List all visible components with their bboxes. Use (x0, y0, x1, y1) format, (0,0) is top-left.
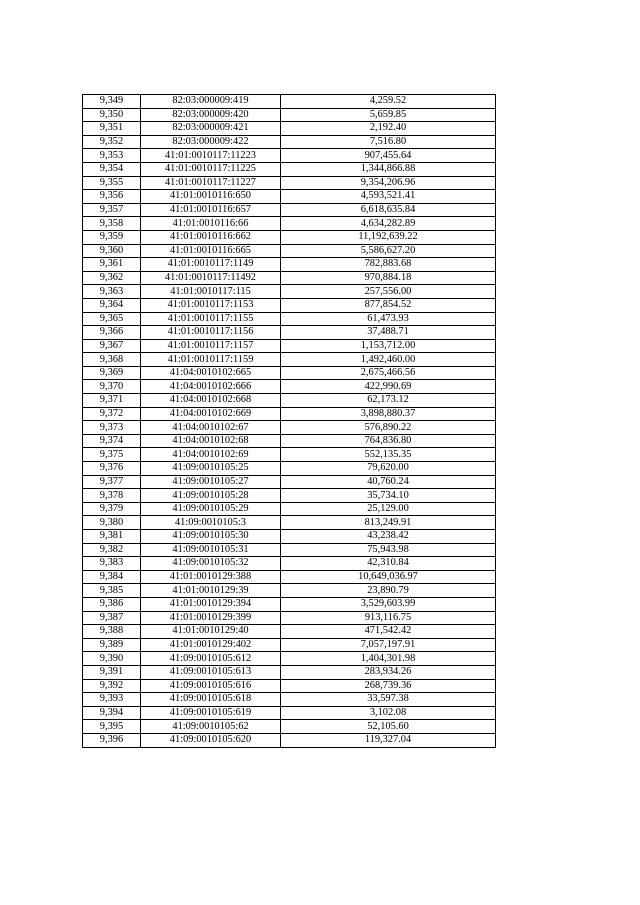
cadastral-number-cell: 82:03:000009:421 (141, 122, 281, 136)
value-cell: 35,734.10 (281, 489, 496, 503)
cadastral-number-cell: 82:03:000009:419 (141, 95, 281, 109)
row-number-cell: 9,390 (83, 652, 141, 666)
value-cell: 9,354,206.96 (281, 176, 496, 190)
value-cell: 25,129.00 (281, 502, 496, 516)
table-row (83, 665, 496, 679)
row-number-cell: 9,389 (83, 638, 141, 652)
cadastral-number-cell: 41:09:0010105:29 (141, 502, 281, 516)
table-row (83, 285, 496, 299)
cadastral-number-cell: 41:01:0010116:662 (141, 230, 281, 244)
value-cell: 7,057,197.91 (281, 638, 496, 652)
row-number-cell: 9,350 (83, 108, 141, 122)
cadastral-number-cell: 41:09:0010105:618 (141, 693, 281, 707)
row-number-cell: 9,391 (83, 665, 141, 679)
value-cell: 6,618,635.84 (281, 203, 496, 217)
cadastral-number-cell: 41:01:0010129:394 (141, 597, 281, 611)
row-number-cell: 9,363 (83, 285, 141, 299)
row-number-cell: 9,366 (83, 326, 141, 340)
row-number-cell: 9,380 (83, 516, 141, 530)
row-number-cell: 9,385 (83, 584, 141, 598)
value-cell: 40,760.24 (281, 475, 496, 489)
table-row (83, 733, 496, 747)
cadastral-number-cell: 41:09:0010105:612 (141, 652, 281, 666)
value-cell: 2,675,466.56 (281, 366, 496, 380)
row-number-cell: 9,349 (83, 95, 141, 109)
row-number-cell: 9,384 (83, 570, 141, 584)
value-cell: 782,883.68 (281, 258, 496, 272)
table-row (83, 543, 496, 557)
value-cell: 4,593,521.41 (281, 190, 496, 204)
cadastral-number-cell: 41:01:0010116:657 (141, 203, 281, 217)
row-number-cell: 9,370 (83, 380, 141, 394)
value-cell: 5,659.85 (281, 108, 496, 122)
table-row (83, 190, 496, 204)
value-cell: 4,634,282.89 (281, 217, 496, 231)
table-row (83, 380, 496, 394)
value-cell: 576,890.22 (281, 421, 496, 435)
table-row (83, 312, 496, 326)
row-number-cell: 9,368 (83, 353, 141, 367)
cadastral-number-cell: 41:01:0010117:1155 (141, 312, 281, 326)
row-number-cell: 9,392 (83, 679, 141, 693)
table-row (83, 679, 496, 693)
value-cell: 37,488.71 (281, 326, 496, 340)
cadastral-number-cell: 41:09:0010105:25 (141, 462, 281, 476)
row-number-cell: 9,359 (83, 230, 141, 244)
value-cell: 552,135.35 (281, 448, 496, 462)
table-row (83, 434, 496, 448)
cadastral-number-cell: 41:01:0010117:1159 (141, 353, 281, 367)
cadastral-number-cell: 41:09:0010105:28 (141, 489, 281, 503)
value-cell: 422,990.69 (281, 380, 496, 394)
table-row (83, 366, 496, 380)
table-row (83, 570, 496, 584)
cadastral-number-cell: 41:09:0010105:3 (141, 516, 281, 530)
table-row (83, 230, 496, 244)
row-number-cell: 9,354 (83, 162, 141, 176)
table-row (83, 611, 496, 625)
cadastral-number-cell: 41:01:0010116:665 (141, 244, 281, 258)
table-row (83, 298, 496, 312)
cadastral-number-cell: 41:09:0010105:27 (141, 475, 281, 489)
row-number-cell: 9,373 (83, 421, 141, 435)
row-number-cell: 9,393 (83, 693, 141, 707)
table-row (83, 95, 496, 109)
row-number-cell: 9,375 (83, 448, 141, 462)
table-row (83, 135, 496, 149)
value-cell: 907,455.64 (281, 149, 496, 163)
cadastral-number-cell: 41:04:0010102:67 (141, 421, 281, 435)
value-cell: 23,890.79 (281, 584, 496, 598)
table-row (83, 394, 496, 408)
table-row (83, 407, 496, 421)
table-row (83, 502, 496, 516)
value-cell: 3,898,880.37 (281, 407, 496, 421)
cadastral-number-cell: 41:01:0010117:11227 (141, 176, 281, 190)
table-row (83, 693, 496, 707)
cadastral-number-cell: 82:03:000009:420 (141, 108, 281, 122)
table-row (83, 462, 496, 476)
cadastre-value-table (82, 94, 496, 748)
table-row (83, 203, 496, 217)
row-number-cell: 9,352 (83, 135, 141, 149)
value-cell: 1,492,460.00 (281, 353, 496, 367)
row-number-cell: 9,367 (83, 339, 141, 353)
cadastral-number-cell: 41:01:0010116:650 (141, 190, 281, 204)
cadastral-number-cell: 41:09:0010105:30 (141, 530, 281, 544)
row-number-cell: 9,379 (83, 502, 141, 516)
cadastral-number-cell: 41:04:0010102:68 (141, 434, 281, 448)
value-cell: 1,404,301.98 (281, 652, 496, 666)
cadastral-number-cell: 41:09:0010105:616 (141, 679, 281, 693)
value-cell: 283,934.26 (281, 665, 496, 679)
row-number-cell: 9,355 (83, 176, 141, 190)
row-number-cell: 9,376 (83, 462, 141, 476)
table-row (83, 557, 496, 571)
value-cell: 813,249.91 (281, 516, 496, 530)
cadastral-number-cell: 41:01:0010129:39 (141, 584, 281, 598)
cadastral-number-cell: 82:03:000009:422 (141, 135, 281, 149)
value-cell: 10,649,036.97 (281, 570, 496, 584)
row-number-cell: 9,386 (83, 597, 141, 611)
value-cell: 877,854.52 (281, 298, 496, 312)
value-cell: 2,192.40 (281, 122, 496, 136)
row-number-cell: 9,360 (83, 244, 141, 258)
value-cell: 11,192,639.22 (281, 230, 496, 244)
row-number-cell: 9,394 (83, 706, 141, 720)
table-row (83, 516, 496, 530)
table-row (83, 162, 496, 176)
table-row (83, 475, 496, 489)
cadastral-number-cell: 41:09:0010105:619 (141, 706, 281, 720)
table-row (83, 122, 496, 136)
value-cell: 3,529,603.99 (281, 597, 496, 611)
value-cell: 119,327.04 (281, 733, 496, 747)
cadastral-number-cell: 41:01:0010117:1149 (141, 258, 281, 272)
value-cell: 970,884.18 (281, 271, 496, 285)
row-number-cell: 9,377 (83, 475, 141, 489)
cadastral-number-cell: 41:09:0010105:32 (141, 557, 281, 571)
row-number-cell: 9,365 (83, 312, 141, 326)
value-cell: 1,344,866.88 (281, 162, 496, 176)
cadastral-number-cell: 41:01:0010117:115 (141, 285, 281, 299)
cadastral-number-cell: 41:09:0010105:62 (141, 720, 281, 734)
row-number-cell: 9,362 (83, 271, 141, 285)
table-row (83, 217, 496, 231)
table-row (83, 530, 496, 544)
table-row (83, 720, 496, 734)
cadastral-number-cell: 41:01:0010129:402 (141, 638, 281, 652)
value-cell: 42,310.84 (281, 557, 496, 571)
cadastral-number-cell: 41:01:0010117:11492 (141, 271, 281, 285)
row-number-cell: 9,396 (83, 733, 141, 747)
table-row (83, 638, 496, 652)
table-body (83, 95, 496, 748)
value-cell: 52,105.60 (281, 720, 496, 734)
value-cell: 268,739.36 (281, 679, 496, 693)
table-row (83, 176, 496, 190)
value-cell: 471,542.42 (281, 625, 496, 639)
value-cell: 43,238.42 (281, 530, 496, 544)
value-cell: 257,556.00 (281, 285, 496, 299)
table-row (83, 448, 496, 462)
cadastral-number-cell: 41:01:0010117:1153 (141, 298, 281, 312)
table-row (83, 108, 496, 122)
cadastral-number-cell: 41:09:0010105:31 (141, 543, 281, 557)
table-row (83, 353, 496, 367)
cadastral-number-cell: 41:01:0010129:388 (141, 570, 281, 584)
value-cell: 33,597.38 (281, 693, 496, 707)
value-cell: 3,102.08 (281, 706, 496, 720)
value-cell: 764,836.80 (281, 434, 496, 448)
cadastral-number-cell: 41:01:0010117:11225 (141, 162, 281, 176)
row-number-cell: 9,381 (83, 530, 141, 544)
row-number-cell: 9,388 (83, 625, 141, 639)
table-row (83, 652, 496, 666)
value-cell: 7,516.80 (281, 135, 496, 149)
cadastral-number-cell: 41:04:0010102:666 (141, 380, 281, 394)
table-row (83, 149, 496, 163)
row-number-cell: 9,383 (83, 557, 141, 571)
table-row (83, 421, 496, 435)
value-cell: 79,620.00 (281, 462, 496, 476)
table-row (83, 244, 496, 258)
row-number-cell: 9,357 (83, 203, 141, 217)
table-row (83, 706, 496, 720)
row-number-cell: 9,387 (83, 611, 141, 625)
cadastral-number-cell: 41:01:0010117:11223 (141, 149, 281, 163)
value-cell: 61,473.93 (281, 312, 496, 326)
cadastral-number-cell: 41:01:0010116:66 (141, 217, 281, 231)
cadastral-number-cell: 41:04:0010102:669 (141, 407, 281, 421)
table-row (83, 258, 496, 272)
table-row (83, 271, 496, 285)
row-number-cell: 9,374 (83, 434, 141, 448)
row-number-cell: 9,378 (83, 489, 141, 503)
cadastral-number-cell: 41:04:0010102:668 (141, 394, 281, 408)
cadastral-number-cell: 41:01:0010129:40 (141, 625, 281, 639)
table-row (83, 339, 496, 353)
row-number-cell: 9,356 (83, 190, 141, 204)
row-number-cell: 9,364 (83, 298, 141, 312)
row-number-cell: 9,369 (83, 366, 141, 380)
row-number-cell: 9,382 (83, 543, 141, 557)
table-row (83, 489, 496, 503)
value-cell: 5,586,627.20 (281, 244, 496, 258)
cadastral-number-cell: 41:04:0010102:665 (141, 366, 281, 380)
cadastral-number-cell: 41:01:0010117:1157 (141, 339, 281, 353)
cadastral-number-cell: 41:01:0010129:399 (141, 611, 281, 625)
table-row (83, 625, 496, 639)
value-cell: 1,153,712.00 (281, 339, 496, 353)
table-row (83, 597, 496, 611)
row-number-cell: 9,361 (83, 258, 141, 272)
cadastral-number-cell: 41:01:0010117:1156 (141, 326, 281, 340)
table-row (83, 326, 496, 340)
row-number-cell: 9,395 (83, 720, 141, 734)
cadastral-number-cell: 41:09:0010105:613 (141, 665, 281, 679)
row-number-cell: 9,353 (83, 149, 141, 163)
cadastral-number-cell: 41:09:0010105:620 (141, 733, 281, 747)
cadastral-number-cell: 41:04:0010102:69 (141, 448, 281, 462)
value-cell: 913,116.75 (281, 611, 496, 625)
row-number-cell: 9,371 (83, 394, 141, 408)
row-number-cell: 9,351 (83, 122, 141, 136)
value-cell: 75,943.98 (281, 543, 496, 557)
value-cell: 4,259.52 (281, 95, 496, 109)
row-number-cell: 9,358 (83, 217, 141, 231)
row-number-cell: 9,372 (83, 407, 141, 421)
table-row (83, 584, 496, 598)
value-cell: 62,173.12 (281, 394, 496, 408)
